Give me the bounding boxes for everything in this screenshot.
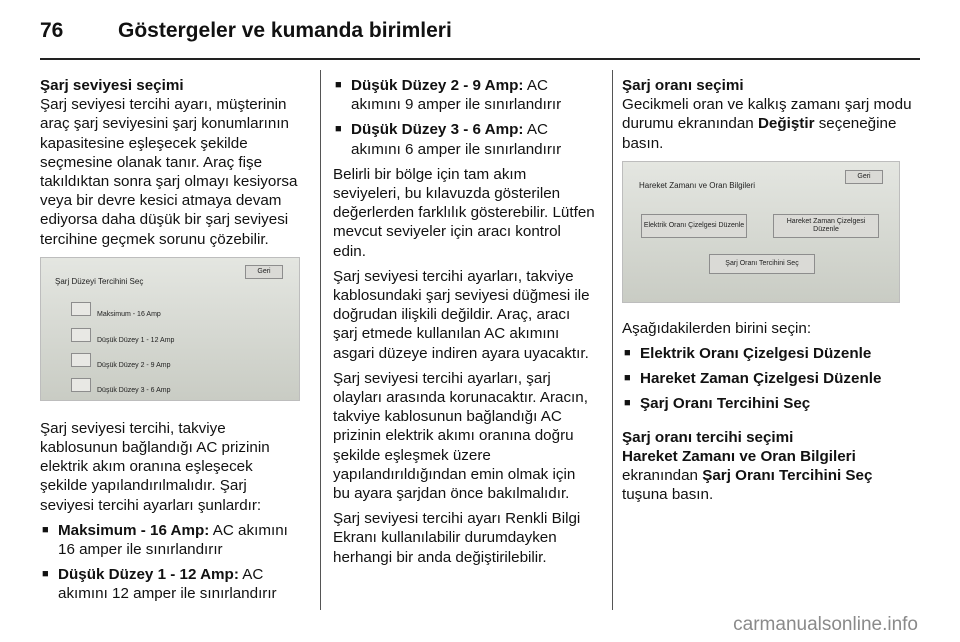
option-checkbox[interactable] xyxy=(71,378,91,392)
option-checkbox[interactable] xyxy=(71,353,91,367)
column-divider xyxy=(612,70,613,610)
list-item: ■ Düşük Düzey 3 - 6 Amp: AC akımını 6 amper ile sınırlandırır xyxy=(333,120,595,158)
option-label: Düşük Düzey 3 - 6 Amp xyxy=(97,386,171,394)
page-number: 76 xyxy=(40,19,64,42)
paragraph: Aşağıdakilerden birini seçin: xyxy=(622,319,812,337)
option-label: Maksimum - 16 Amp xyxy=(97,310,161,318)
list-item: ■ Elektrik Oranı Çizelgesi Düzenle xyxy=(622,344,912,363)
page-title: Göstergeler ve kumanda birimleri xyxy=(118,19,452,42)
column-divider xyxy=(320,70,321,610)
page-header xyxy=(40,14,452,48)
edit-departure-schedule-button[interactable]: Hareket Zaman Çizelgesi Düzenle xyxy=(773,214,879,238)
list-item: ■ Maksimum - 16 Amp: AC akımını 16 amper ile sınırlandırır xyxy=(40,521,302,559)
select-rate-preference-button[interactable]: Şarj Oranı Tercihini Seç xyxy=(709,254,815,274)
option-checkbox[interactable] xyxy=(71,328,91,342)
paragraph: ekranından Şarj Oranı Tercihini Seç tuşuna basın. xyxy=(622,467,873,504)
list-item: ■ Şarj Oranı Tercihini Seç xyxy=(622,394,912,413)
list-item: ■ Düşük Düzey 1 - 12 Amp: AC akımını 12 amper ile sınırlandırır xyxy=(40,565,302,603)
screen-name: Hareket Zamanı ve Oran Bilgileri xyxy=(622,447,856,465)
section-heading: Şarj seviyesi seçimi xyxy=(40,77,184,94)
paragraph: Şarj seviyesi tercihi ayarları, şarj olayları arasında korunacaktır. Aracın, takviye kablosunun bağlandığı AC prizinin elektrik akımı oranına doğru şekilde eşleşmek üzere yapılandırıldığından emin olmak için bu ayara şarjdan önce bakılmalıdır. xyxy=(333,369,588,503)
paragraph: Şarj seviyesi tercihi ayarları, takviye kablosundaki şarj seviyesi düğmesi ile doğrudan ilişkili değildir. Araç, aracı şarj etmede kullanılan AC akımını asgari düzeye indiren ayara uyacaktır. xyxy=(333,267,590,362)
option-checkbox[interactable] xyxy=(71,302,91,316)
column-3 xyxy=(622,76,912,510)
list-item: ■ Hareket Zaman Çizelgesi Düzenle xyxy=(622,369,912,388)
column-2 xyxy=(333,76,595,573)
back-button[interactable]: Geri xyxy=(245,265,283,279)
screen-title: Hareket Zamanı ve Oran Bilgileri xyxy=(639,180,756,190)
screen-title: Şarj Düzeyi Tercihini Seç xyxy=(55,276,144,286)
paragraph: Şarj seviyesi tercihi, takviye kablosunun bağlandığı AC prizinin elektrik akım oranına eşleşecek şekilde yapılandırılmalıdır. Şarj seviyesi tercihi ayarları şunlardır: xyxy=(40,419,270,514)
paragraph: Şarj seviyesi tercihi ayarı, müşterinin araç şarj seviyesini şarj konumlarının kapasitesine eşleşecek şekilde seçmesine olanak tanır. Araç fişe takıldıktan sonra şarj olmayı kesiyorsa veya bir devre kesici atmaya devam ediyorsa daha düşük bir şarj seviyesi tercihine geçmek sorunu çözebilir. xyxy=(40,96,298,248)
screen-image-rate-info xyxy=(622,161,900,303)
option-label: Düşük Düzey 1 - 12 Amp xyxy=(97,336,175,344)
section-heading: Şarj oranı seçimi xyxy=(622,77,744,94)
watermark: carmanualsonline.info xyxy=(733,614,918,635)
paragraph: Gecikmeli oran ve kalkış zamanı şarj modu durumu ekranından Değiştir seçeneğine basın. xyxy=(622,96,912,152)
column-1 xyxy=(40,76,302,610)
header-rule xyxy=(40,58,920,60)
screen-image-charge-level xyxy=(40,257,300,401)
list-item: ■ Düşük Düzey 2 - 9 Amp: AC akımını 9 amper ile sınırlandırır xyxy=(333,76,595,114)
back-button[interactable]: Geri xyxy=(845,170,883,184)
edit-rate-schedule-button[interactable]: Elektrik Oranı Çizelgesi Düzenle xyxy=(641,214,747,238)
paragraph: Belirli bir bölge için tam akım seviyeleri, bu kılavuzda gösterilen değerlerden farklılık gösterebilir. Lütfen mevcut seviyeler için aracı kontrol edin. xyxy=(333,165,595,260)
paragraph: Şarj seviyesi tercihi ayarı Renkli Bilgi Ekranı kullanılabilir durumdayken herhangi bir anda değiştirilebilir. xyxy=(333,510,581,566)
section-heading: Şarj oranı tercihi seçimi xyxy=(622,428,794,446)
option-label: Düşük Düzey 2 - 9 Amp xyxy=(97,361,171,369)
